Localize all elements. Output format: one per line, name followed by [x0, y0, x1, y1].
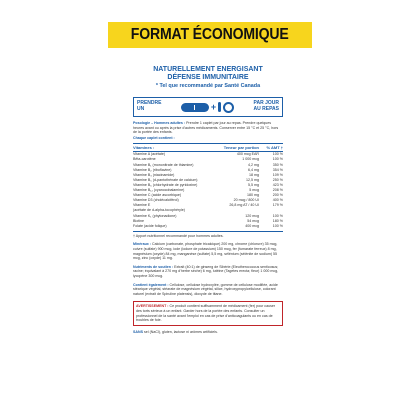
nutrients-text: Extrait (40:1) de ginseng de Sibérie (Eleutherococcus senticosus; racine; équivalant à 270 mg d'herbe sèche) 6 mg, lutéine (Tagetes erecta; fleur) 1 000 mcg, lycopène 300 mcg.: [133, 264, 279, 278]
nutrient-percent: 400 %: [272, 198, 283, 203]
nutrient-percent: 100 %: [272, 223, 283, 228]
nutrient-name: Vitamine B₂ (riboflavine): [133, 167, 172, 172]
dose-left-label: [137, 101, 161, 112]
nutrient-percent: 350 %: [272, 162, 283, 167]
dose-left-line-1: PRENDRE: [137, 100, 162, 107]
nutrient-name: Folate (acide folique): [133, 223, 167, 228]
minerals-title: Minéraux :: [133, 242, 151, 247]
posology-title: Posologie – Hommes adultes :: [133, 121, 186, 125]
nutrient-name: Vitamine B₁ (mononitrate de thiamine): [133, 162, 194, 167]
nutrient-percent: 100 %: [272, 157, 283, 162]
nutrient-name: Biotine: [133, 218, 144, 223]
headline-sub: * Tel que recommandé par Santé Canada: [155, 83, 261, 89]
nutrient-percent: 180 %: [272, 218, 283, 223]
other-title: Contient également :: [133, 282, 169, 287]
nutrient-amount: 5 mcg: [249, 188, 259, 193]
nutrient-name: Bêta-carotène: [133, 157, 156, 162]
plus-icon: +: [210, 102, 217, 112]
warning-box: [133, 301, 283, 325]
nutrient-amount: 26,8 mg AT / 40 UI: [229, 203, 259, 208]
vitamin-table-footer: [133, 231, 283, 232]
posology-paragraph: [133, 121, 283, 135]
header-percent: % AMT †: [266, 145, 283, 151]
posology-text: Prendre 1 caplet par jour au repas. Prendre quelques heures avant ou après la prise d'autres médicaments. Conserver entre 15 °C et 25 °C, hors de la portée des enfants.: [133, 121, 279, 135]
dose-left-line-2: UN: [137, 106, 145, 112]
fork-icon: [218, 102, 221, 112]
nutrient-percent: 179 %: [272, 203, 283, 208]
vitamin-table-header: [133, 144, 283, 152]
nutrient-amount: 6,4 mg: [248, 167, 259, 172]
nutrient-percent: 423 %: [272, 182, 283, 187]
nutrient-amount: 20 mcg / 800 UI: [233, 198, 259, 203]
nutrient-percent: 200 %: [272, 193, 283, 198]
other-text: Cellulose, cellulose hydroxylée, gomme de cellulose modifiée, acide stéarique végétal, stéarate de magnésium végétal, silice, hydroxypropylcellulose, colorant naturel (extrait de Spiruline platensis), dioxyde de titane.: [133, 282, 278, 296]
caplet-icon: [181, 103, 209, 112]
nutrient-amount: 5,5 mg: [248, 182, 259, 187]
header-vitamins: Vitamines :: [133, 145, 155, 151]
nutrient-name: Vitamine K₁ (phytonadione): [133, 213, 177, 218]
table-row: [133, 224, 283, 229]
nutrient-amount: 180 mg: [247, 193, 259, 198]
nutrient-name: Vitamine D3 (cholécalciférol): [133, 198, 179, 203]
nutrient-name: Vitamine B₆ (chlorhydrate de pyridoxine): [133, 182, 198, 187]
vitamin-table-body: [133, 152, 283, 228]
dose-right-label: [254, 101, 279, 112]
nutrient-percent: 250 %: [272, 177, 283, 182]
dose-box: [133, 97, 283, 117]
warning-title: AVERTISSEMENT :: [136, 304, 169, 309]
nutrient-amount: 54 mcg: [247, 218, 259, 223]
nutrient-amount: 4,2 mg: [248, 162, 259, 167]
nutrient-name: Vitamine A (acétate): [133, 152, 166, 157]
nutrient-amount: 1 000 mcg: [242, 157, 259, 162]
nutrient-percent: 100 %: [272, 152, 283, 157]
nutrient-name: Vitamine B₃ (niacinamide): [133, 172, 175, 177]
format-banner: [108, 22, 312, 48]
headline-line-1: NATURELLEMENT ÉNERGISANT: [153, 66, 263, 73]
dose-right-line-2: AU REPAS: [253, 106, 279, 112]
warning-text: Ce produit contient suffisamment de médicament (fer) pour causer des torts sérieux à un enfant. Garder hors de la portée des enfants. Consulter un professionnel de la santé avant l'emploi en cas de prise d'anticoagulants ou en cas de troubles de foie.: [136, 304, 276, 323]
headline-line-2: DÉFENSE IMMUNITAIRE: [167, 74, 249, 81]
headline: [133, 66, 283, 82]
nutrient-amount: 400 mcg EAR: [236, 152, 259, 157]
nutrient-percent: 100 %: [272, 213, 283, 218]
other-ingredients-paragraph: [133, 283, 283, 297]
sans-title: SANS: [133, 329, 143, 334]
nutrient-name: Vitamine C (acide ascorbique): [133, 193, 182, 198]
minerals-paragraph: [133, 242, 283, 260]
vitamin-table: [133, 143, 283, 231]
nutrient-name: Vitamine B₁₂ (cyanocobalamine): [133, 188, 185, 193]
label-panel: [133, 66, 283, 412]
nutrient-amount: 400 mcg: [245, 223, 259, 228]
header-amount: Teneur par portion: [223, 145, 259, 151]
nutrients-paragraph: [133, 265, 283, 279]
nutrient-percent: 208 %: [272, 188, 283, 193]
nutrient-percent: 109 %: [272, 172, 283, 177]
nutrient-amount: 12,5 mg: [246, 177, 259, 182]
nutrient-name: Vitamine E: [133, 203, 151, 208]
dose-icons: [181, 102, 234, 113]
dose-right-line-1: PAR JOUR: [253, 100, 279, 107]
plate-icon: [223, 102, 234, 113]
nutrient-percent: 354 %: [272, 167, 283, 172]
table-footnote: † Apport nutritionnel recommandé pour hommes adultes.: [133, 233, 224, 238]
nutrients-title: Nutriments de soutien :: [133, 264, 174, 269]
free-of-paragraph: [133, 330, 283, 335]
sans-text: sel (NaCl), gluten, lactose ni arômes artificiels.: [144, 329, 218, 334]
minerals-text: Calcium (carbonate, phosphate tricalcique) 200 mg, chrome (chlorure) 35 mcg, cuivre (sulfate) 900 mcg, iode (iodure de potassium) 150 mcg, fer (fumarate ferreux) 8 mg, magnésium (oxyde) 84 mg, manganèse (sulfate) 5,5 mg, sélénium (sélénite de sodium) 55 mcg, zinc (oxyde) 11 mg.: [133, 242, 278, 261]
caplet-title: Chaque caplet contient :: [133, 135, 175, 140]
nutrient-name: Vitamine B₅ (d-pantothénate de calcium): [133, 177, 198, 182]
nutrient-name: (acétate de d-alpha-tocophéryle): [133, 208, 185, 213]
nutrient-amount: 120 mcg: [245, 213, 259, 218]
nutrient-amount: 18 mg: [249, 172, 259, 177]
banner-text: FORMAT ÉCONOMIQUE: [131, 26, 289, 43]
